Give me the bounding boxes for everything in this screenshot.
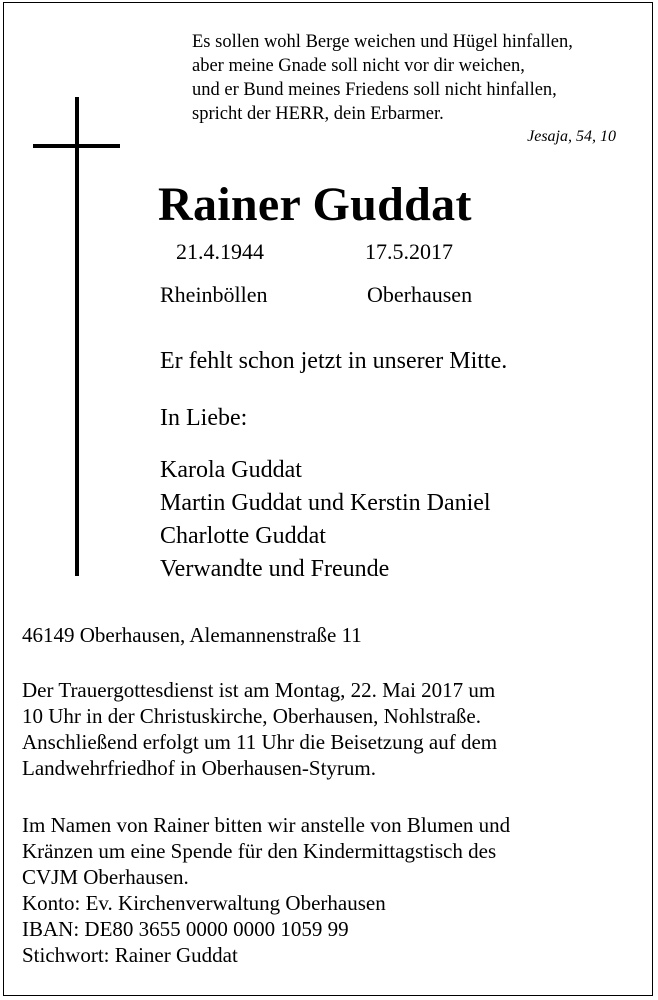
donation-line: IBAN: DE80 3655 0000 0000 1059 99 bbox=[22, 917, 349, 941]
donation-line: Im Namen von Rainer bitten wir anstelle von Blumen und bbox=[22, 813, 511, 837]
address: 46149 Oberhausen, Alemannenstraße 11 bbox=[22, 623, 362, 647]
donation-info bbox=[22, 812, 510, 968]
donation-line: Konto: Ev. Kirchenverwaltung Oberhausen bbox=[22, 891, 386, 915]
birth-date: 21.4.1944 bbox=[176, 239, 264, 264]
donation-line: Stichwort: Rainer Guddat bbox=[22, 943, 238, 967]
mourner: Karola Guddat bbox=[160, 457, 302, 483]
verse-line: Es sollen wohl Berge weichen und Hügel hinfallen, bbox=[192, 32, 573, 52]
verse-line: spricht der HERR, dein Erbarmer. bbox=[192, 104, 444, 124]
mourners-list bbox=[160, 454, 491, 586]
service-line: 10 Uhr in der Christuskirche, Oberhausen, Nohlstraße. bbox=[22, 704, 481, 728]
service-line: Landwehrfriedhof in Oberhausen-Styrum. bbox=[22, 756, 376, 780]
donation-line: CVJM Oberhausen. bbox=[22, 865, 189, 889]
service-line: Anschließend erfolgt um 11 Uhr die Beisetzung auf dem bbox=[22, 730, 498, 754]
mourner: Charlotte Guddat bbox=[160, 523, 326, 549]
mourner: Martin Guddat und Kerstin Daniel bbox=[160, 490, 491, 516]
birth-place: Rheinböllen bbox=[160, 282, 268, 307]
death-date: 17.5.2017 bbox=[365, 239, 453, 264]
service-info bbox=[22, 677, 497, 781]
cross-icon-bar bbox=[33, 144, 120, 148]
mourner: Verwandte und Freunde bbox=[160, 556, 390, 582]
verse-source: Jesaja, 54, 10 bbox=[527, 128, 616, 145]
love-label: In Liebe: bbox=[160, 405, 248, 431]
verse-line: aber meine Gnade soll nicht vor dir weichen, bbox=[192, 56, 525, 76]
cross-icon bbox=[75, 97, 79, 576]
message: Er fehlt schon jetzt in unserer Mitte. bbox=[160, 348, 508, 374]
donation-line: Kränzen um eine Spende für den Kindermittagstisch des bbox=[22, 839, 497, 863]
verse-line: und er Bund meines Friedens soll nicht hinfallen, bbox=[192, 80, 557, 100]
bible-verse bbox=[192, 30, 573, 126]
service-line: Der Trauergottesdienst ist am Montag, 22. Mai 2017 um bbox=[22, 678, 496, 702]
death-place: Oberhausen bbox=[367, 282, 473, 307]
deceased-name: Rainer Guddat bbox=[158, 178, 472, 231]
